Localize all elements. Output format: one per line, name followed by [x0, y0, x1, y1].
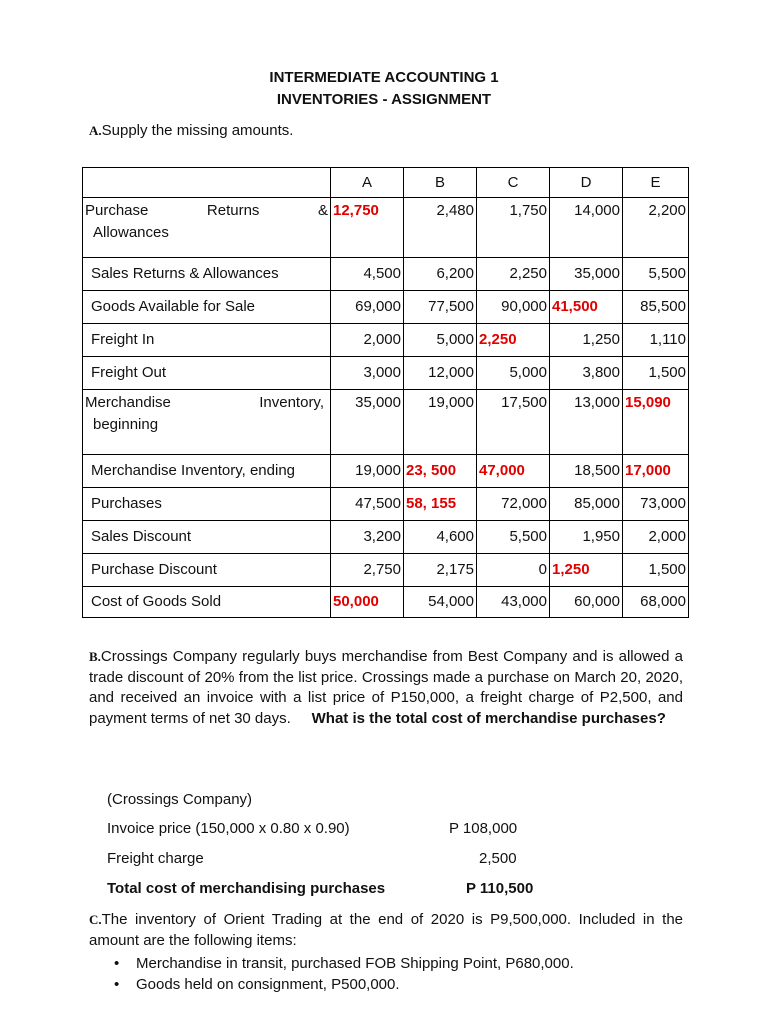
- total-label: Total cost of merchandising purchases: [107, 880, 386, 897]
- company-label: (Crossings Company): [107, 791, 253, 808]
- cell-value: 2,175: [404, 554, 477, 587]
- cell-value: 50,000: [331, 587, 404, 618]
- cell-value: 35,000: [331, 390, 404, 455]
- document-title: INTERMEDIATE ACCOUNTING 1: [269, 69, 499, 86]
- cell-value: 1,110: [623, 324, 689, 357]
- cell-value: 4,600: [404, 521, 477, 554]
- cell-value: 15,090: [623, 390, 689, 455]
- cell-value: 85,500: [623, 291, 689, 324]
- section-b-letter: B.: [89, 649, 101, 664]
- cell-value: 73,000: [623, 488, 689, 521]
- cell-value: 19,000: [331, 455, 404, 488]
- cell-value: 60,000: [550, 587, 623, 618]
- table-row: [83, 587, 689, 618]
- cell-value: 1,500: [623, 554, 689, 587]
- inventory-table: [82, 167, 689, 618]
- cell-value: 90,000: [477, 291, 550, 324]
- cell-value: 2,000: [623, 521, 689, 554]
- cell-value: 12,000: [404, 357, 477, 390]
- freight-label: Freight charge: [107, 850, 204, 867]
- section-c-list: [108, 953, 574, 995]
- table-row: [83, 488, 689, 521]
- cell-value: 58, 155: [404, 488, 477, 521]
- list-item: • Merchandise in transit, purchased FOB Shipping Point, P680,000.: [108, 953, 574, 974]
- cell-value: 2,000: [331, 324, 404, 357]
- cell-value: 85,000: [550, 488, 623, 521]
- cell-value: 2,200: [623, 198, 689, 258]
- invoice-label: Invoice price (150,000 x 0.80 x 0.90): [107, 820, 350, 837]
- row-label: Merchandise Inventory, ending: [83, 455, 331, 488]
- section-a-heading: [89, 122, 293, 139]
- cell-value: 3,200: [331, 521, 404, 554]
- cell-value: 5,500: [623, 258, 689, 291]
- cell-value: 68,000: [623, 587, 689, 618]
- section-c-paragraph: [89, 910, 683, 951]
- table-row: [83, 357, 689, 390]
- row-label: Freight Out: [83, 357, 331, 390]
- row-label-inventory-beginning: Merchandise Inventory, beginning: [83, 390, 331, 455]
- cell-value: 72,000: [477, 488, 550, 521]
- cell-value: 43,000: [477, 587, 550, 618]
- header-b: B: [404, 168, 477, 198]
- cell-value: 13,000: [550, 390, 623, 455]
- header-a: A: [331, 168, 404, 198]
- cell-value: 35,000: [550, 258, 623, 291]
- table-row: [83, 324, 689, 357]
- cell-value: 2,480: [404, 198, 477, 258]
- row-label: Sales Discount: [83, 521, 331, 554]
- cell-value: 1,750: [477, 198, 550, 258]
- cell-value: 69,000: [331, 291, 404, 324]
- cell-value: 19,000: [404, 390, 477, 455]
- freight-value: 2,500: [479, 850, 517, 867]
- cell-value: 6,200: [404, 258, 477, 291]
- document-subtitle: INVENTORIES - ASSIGNMENT: [276, 91, 492, 108]
- invoice-value: P 108,000: [449, 820, 518, 837]
- header-c: C: [477, 168, 550, 198]
- header-empty: [83, 168, 331, 198]
- cell-value: 2,750: [331, 554, 404, 587]
- cell-value: 4,500: [331, 258, 404, 291]
- table-row: [83, 554, 689, 587]
- cell-value: 77,500: [404, 291, 477, 324]
- row-label: Purchases: [83, 488, 331, 521]
- list-item: • Goods held on consignment, P500,000.: [108, 974, 574, 995]
- cell-value: 1,950: [550, 521, 623, 554]
- total-value: P 110,500: [466, 880, 534, 897]
- row-label: Cost of Goods Sold: [83, 587, 331, 618]
- section-a-text: Supply the missing amounts.: [101, 122, 294, 139]
- row-label-purchase-returns: Purchase Returns & Allowances: [83, 198, 331, 258]
- section-c-letter: C.: [89, 912, 102, 927]
- cell-value: 5,500: [477, 521, 550, 554]
- table-row: [83, 291, 689, 324]
- cell-value: 5,000: [404, 324, 477, 357]
- section-c-text: The inventory of Orient Trading at the end of 2020 is P9,500,000. Included in the amount are the following items:: [89, 911, 683, 949]
- cell-value: 47,500: [331, 488, 404, 521]
- row-label: Purchase Discount: [83, 554, 331, 587]
- cell-value: 14,000: [550, 198, 623, 258]
- section-b-text: Crossings Company regularly buys merchandise from Best Company and is allowed a trade discount of 20% from the list price. Crossings made a purchase on March 20, 2020, and received an invoice with a list price of P150,000, a freight charge of P2,500, and payment terms of net 30 days.: [89, 648, 683, 727]
- header-d: D: [550, 168, 623, 198]
- table-header-row: [83, 168, 689, 198]
- table-row: [83, 390, 689, 455]
- table-row: [83, 198, 689, 258]
- row-label: Freight In: [83, 324, 331, 357]
- section-b-paragraph: [89, 647, 683, 729]
- cell-value: 3,000: [331, 357, 404, 390]
- cell-value: 12,750: [331, 198, 404, 258]
- cell-value: 1,500: [623, 357, 689, 390]
- cell-value: 1,250: [550, 324, 623, 357]
- cell-value: 17,500: [477, 390, 550, 455]
- table-row: [83, 455, 689, 488]
- header-e: E: [623, 168, 689, 198]
- cell-value: 2,250: [477, 258, 550, 291]
- cell-value: 3,800: [550, 357, 623, 390]
- section-a-letter: A.: [89, 123, 102, 138]
- cell-value: 0: [477, 554, 550, 587]
- table-row: [83, 521, 689, 554]
- cell-value: 47,000: [477, 455, 550, 488]
- cell-value: 5,000: [477, 357, 550, 390]
- row-label: Goods Available for Sale: [83, 291, 331, 324]
- cell-value: 54,000: [404, 587, 477, 618]
- cell-value: 41,500: [550, 291, 623, 324]
- cell-value: 23, 500: [404, 455, 477, 488]
- cell-value: 17,000: [623, 455, 689, 488]
- table-row: [83, 258, 689, 291]
- cell-value: 18,500: [550, 455, 623, 488]
- cell-value: 1,250: [550, 554, 623, 587]
- cell-value: 2,250: [477, 324, 550, 357]
- section-b-question: What is the total cost of merchandise purchases?: [311, 709, 666, 727]
- row-label: Sales Returns & Allowances: [83, 258, 331, 291]
